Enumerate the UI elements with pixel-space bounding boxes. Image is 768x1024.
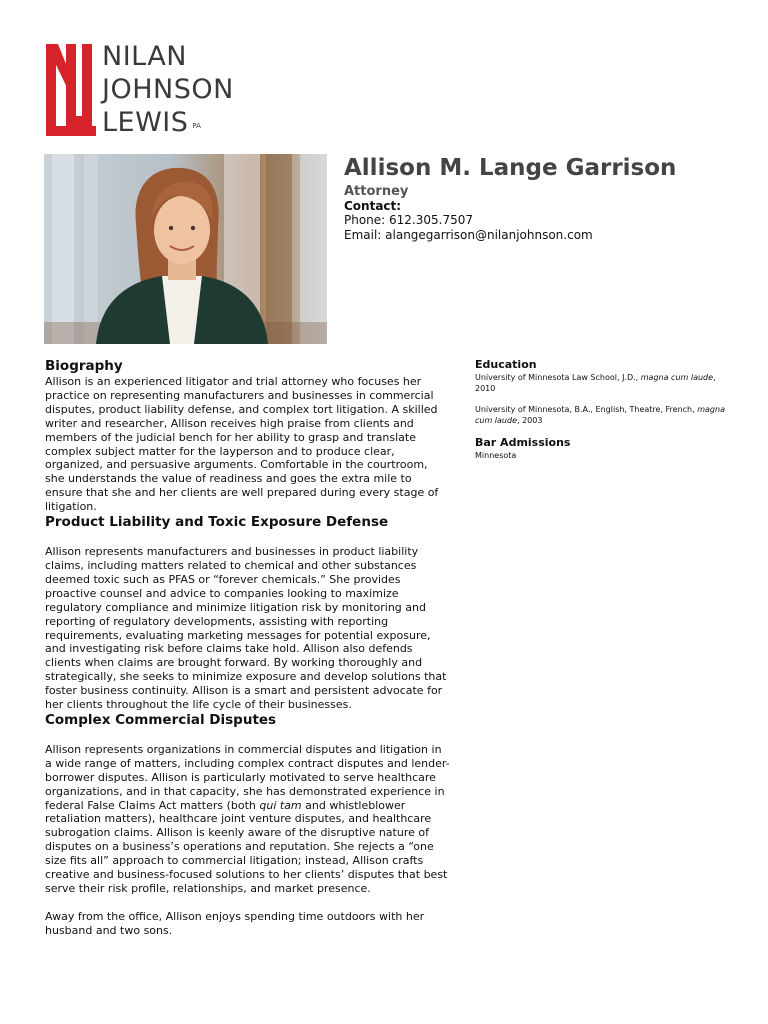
education-heading: Education xyxy=(475,358,537,371)
education-item-text: University of Minnesota Law School, J.D., xyxy=(475,373,641,382)
sidebar xyxy=(475,358,730,461)
education-item-honor: magna cum laude xyxy=(640,373,714,382)
commercial-disputes-text xyxy=(45,743,450,896)
attorney-title: Attorney xyxy=(344,184,409,199)
education-item-honor: magna cum laude xyxy=(475,405,725,425)
main-content xyxy=(45,358,450,938)
firm-name-line2: JOHNSON xyxy=(102,74,234,105)
firm-name-line3: LEWIS xyxy=(102,107,189,138)
education-item-year: , 2010 xyxy=(475,373,716,393)
biography-heading: Biography xyxy=(45,358,123,374)
firm-suffix: PA xyxy=(192,122,201,130)
nj-monogram-icon xyxy=(44,40,98,138)
product-liability-heading: Product Liability and Toxic Exposure Defense xyxy=(45,514,389,531)
education-item-text: University of Minnesota, B.A., English, Theatre, French, xyxy=(475,405,698,414)
commercial-text-part1: Allison represents organizations in commercial disputes and litigation in a wide range of matters, including complex contract disputes and lender-borrower disputes. Allison is particularly motivated to serve healthcare organizations, and in that capacity, she has demonstrated experience in federal False Claims Act matters (both xyxy=(45,742,450,812)
commercial-text-part2: and whistleblower retaliation matters), healthcare joint venture disputes, and healthcare subrogation claims. Allison is keenly aware of the disruptive nature of disputes on a business’s operations and reputation. She rejects a “one size fits all” approach to commercial litigation; instead, Allison crafts creative and business-focused solutions to her clients’ disputes that best serve their risk profile, relationships, and market presence. xyxy=(45,798,448,895)
bar-admissions-heading: Bar Admissions xyxy=(475,436,571,449)
contact-email[interactable]: Email: alangegarrison@nilanjohnson.com xyxy=(344,227,593,242)
biography-text: Allison is an experienced litigator and trial attorney who focuses her practice on representing manufacturers and businesses in commercial disputes, product liability defense, and complex tort litigation. A skilled writer and researcher, Allison receives high praise from clients and members of the judicial bench for her ability to grasp and translate complex subject matter for the layperson and to produce clear, organized, and persuasive arguments. Comfortable in the courtroom, she understands the value of readiness and goes the extra mile to ensure that she and her clients are well prepared during every stage of litigation. xyxy=(45,375,439,514)
product-liability-text: Allison represents manufacturers and businesses in product liability claims, including matters related to chemical and other substances deemed toxic such as PFAS or “forever chemicals.” She provides proactive counsel and advice to companies looking to maximize regulatory compliance and minimize litigation risk by monitoring and reporting of regulatory developments, assisting with reporting requirements, evaluating marketing messages for potential exposure, and investigating risk before claims take hold. Allison also defends clients when claims are brought forward. By working thoroughly and strategically, she seeks to minimize exposure and develop solutions that foster business continuity. Allison is a smart and persistent advocate for her clients throughout the life cycle of their businesses. xyxy=(45,545,447,712)
bar-admission-item: Minnesota xyxy=(475,451,517,460)
education-item xyxy=(475,372,730,394)
attorney-name: Allison M. Lange Garrison xyxy=(344,155,677,181)
firm-name-line1: NILAN xyxy=(102,41,187,72)
contact-label: Contact: xyxy=(344,199,402,213)
commercial-disputes-heading: Complex Commercial Disputes xyxy=(45,711,277,728)
education-item-year: , 2003 xyxy=(517,416,543,425)
firm-logo xyxy=(44,40,234,140)
attorney-photo xyxy=(44,154,327,344)
closing-text: Away from the office, Allison enjoys spending time outdoors with her husband and two sons. xyxy=(45,909,425,937)
profile-header xyxy=(344,154,676,242)
contact-phone[interactable]: Phone: 612.305.7507 xyxy=(344,213,474,227)
firm-name xyxy=(102,40,234,139)
education-item xyxy=(475,404,730,426)
commercial-text-italic: qui tam xyxy=(259,798,302,812)
